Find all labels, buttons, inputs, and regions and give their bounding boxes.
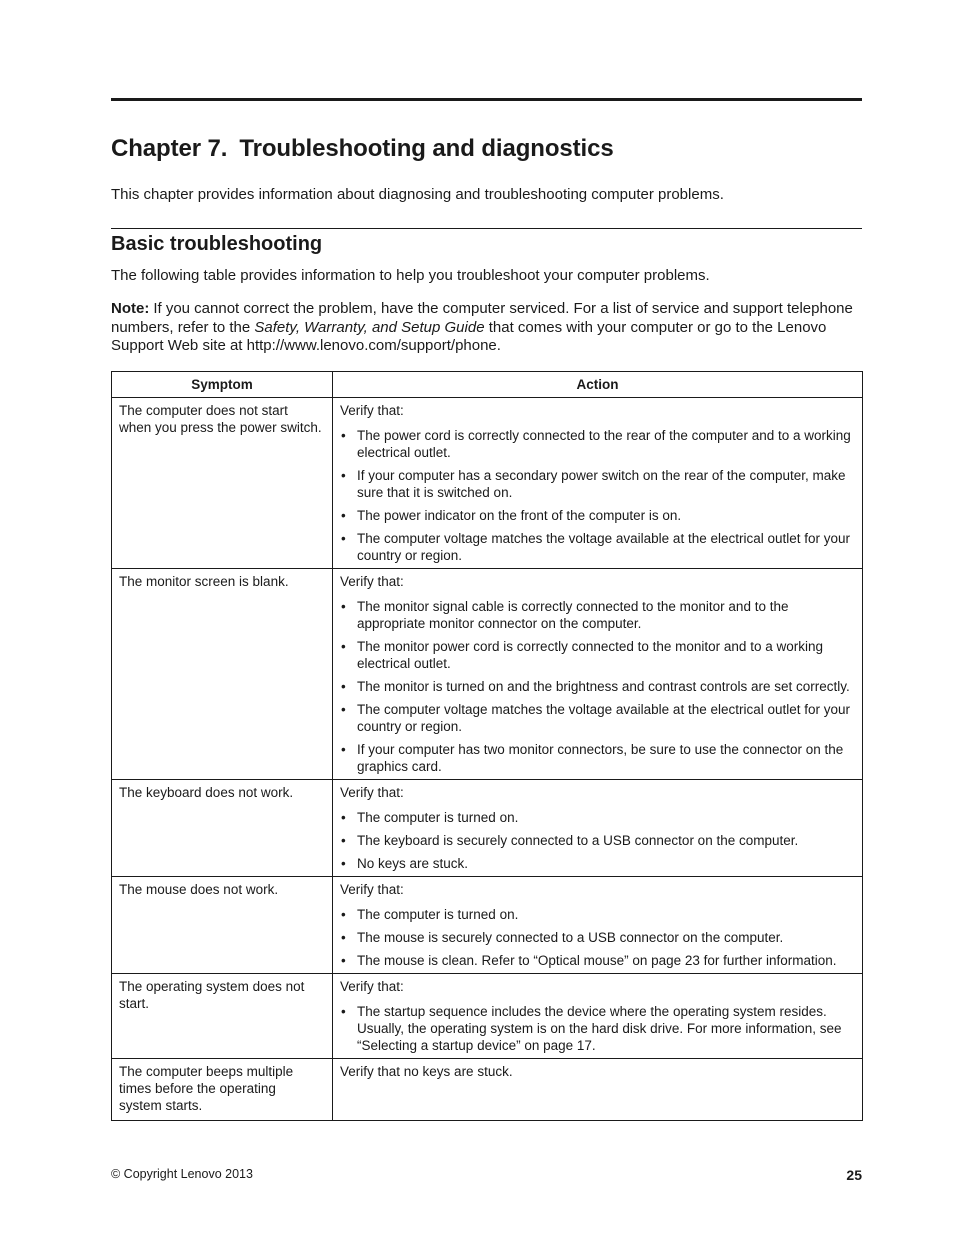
symptom-cell: The computer beeps multiple times before the operating system starts. — [112, 1059, 333, 1121]
note-text-before: If you cannot correct the problem, have the computer serviced. For a list of service and support telephone numbers, refer to the — [111, 300, 853, 336]
symptom-cell: The operating system does not start. — [112, 974, 333, 1059]
list-item — [340, 929, 856, 946]
bullet-icon: • — [341, 639, 346, 654]
chapter-title — [111, 133, 614, 165]
bullet-icon: • — [341, 508, 346, 523]
list-item-text: The monitor is turned on and the brightness and contrast controls are set correctly. — [357, 679, 850, 694]
bullet-icon: • — [341, 856, 346, 871]
note-guide-title: Safety, Warranty, and Setup Guide — [254, 318, 485, 336]
bullet-icon: • — [341, 599, 346, 614]
section-rule — [111, 228, 862, 229]
list-item-text: The power cord is correctly connected to the rear of the computer and to a working electrical outlet. — [357, 428, 851, 460]
bullet-icon: • — [341, 953, 346, 968]
list-item — [340, 1003, 856, 1054]
list-item-text: The monitor power cord is correctly connected to the monitor and to a working electrical outlet. — [357, 639, 823, 671]
list-item — [340, 598, 856, 632]
list-item — [340, 638, 856, 672]
action-list — [340, 427, 856, 564]
verify-text: Verify that: — [340, 882, 404, 897]
table-row — [112, 569, 863, 780]
table-row — [112, 1059, 863, 1121]
table-row — [112, 877, 863, 974]
table-header-row — [112, 372, 863, 398]
bullet-icon: • — [341, 742, 346, 757]
list-item-text: The monitor signal cable is correctly connected to the monitor and to the appropriate monitor connector on the computer. — [357, 599, 789, 631]
verify-text: Verify that: — [340, 574, 404, 589]
list-item — [340, 530, 856, 564]
verify-text: Verify that: — [340, 403, 404, 418]
list-item-text: If your computer has two monitor connectors, be sure to use the connector on the graphics card. — [357, 742, 844, 774]
list-item — [340, 832, 856, 849]
symptom-cell: The mouse does not work. — [112, 877, 333, 974]
bullet-icon: • — [341, 679, 346, 694]
list-item — [340, 855, 856, 872]
action-cell — [333, 877, 863, 974]
bullet-icon: • — [341, 428, 346, 443]
bullet-icon: • — [341, 930, 346, 945]
list-item-text: The computer voltage matches the voltage available at the electrical outlet for your country or region. — [357, 702, 851, 734]
list-item — [340, 701, 856, 735]
bullet-icon: • — [341, 833, 346, 848]
action-cell — [333, 780, 863, 877]
verify-text: Verify that: — [340, 785, 404, 800]
list-item-text: If your computer has a secondary power switch on the rear of the computer, make sure that it is switched on. — [357, 468, 846, 500]
list-item-text: The mouse is securely connected to a USB connector on the computer. — [357, 930, 784, 945]
list-item-text: The startup sequence includes the device where the operating system resides. Usually, the operating system is on the hard disk drive. For more information, see “Selecting a startup device” on page 17. — [357, 1004, 842, 1053]
chapter-name: Troubleshooting and diagnostics — [239, 135, 614, 162]
list-item — [340, 507, 856, 524]
symptom-cell: The monitor screen is blank. — [112, 569, 333, 780]
chapter-intro: This chapter provides information about diagnosing and troubleshooting computer problems. — [111, 186, 724, 203]
note-paragraph — [111, 300, 862, 356]
copyright: © Copyright Lenovo 2013 — [111, 1167, 253, 1181]
action-cell — [333, 398, 863, 569]
bullet-icon: • — [341, 810, 346, 825]
section-title: Basic troubleshooting — [111, 233, 323, 255]
header-action: Action — [333, 372, 863, 398]
list-item-text: The computer voltage matches the voltage available at the electrical outlet for your country or region. — [357, 531, 851, 563]
table-body — [112, 398, 863, 1121]
action-cell — [333, 974, 863, 1059]
bullet-icon: • — [341, 702, 346, 717]
list-item — [340, 427, 856, 461]
list-item — [340, 467, 856, 501]
list-item — [340, 952, 856, 969]
action-list — [340, 1003, 856, 1054]
table-row — [112, 780, 863, 877]
action-list — [340, 598, 856, 775]
list-item-text: The power indicator on the front of the computer is on. — [357, 508, 682, 523]
table-row — [112, 974, 863, 1059]
action-cell — [333, 1059, 863, 1121]
chapter-number: Chapter 7. — [111, 135, 228, 162]
list-item — [340, 678, 856, 695]
bullet-icon: • — [341, 907, 346, 922]
list-item-text: No keys are stuck. — [357, 856, 469, 871]
action-list — [340, 809, 856, 872]
list-item — [340, 906, 856, 923]
list-item — [340, 741, 856, 775]
section-intro: The following table provides information to help you troubleshoot your computer problems. — [111, 267, 710, 284]
symptom-cell: The keyboard does not work. — [112, 780, 333, 877]
page-number: 25 — [846, 1167, 862, 1183]
top-rule — [111, 98, 862, 101]
verify-text: Verify that no keys are stuck. — [340, 1064, 513, 1079]
list-item-text: The computer is turned on. — [357, 810, 519, 825]
bullet-icon: • — [341, 531, 346, 546]
bullet-icon: • — [341, 1004, 346, 1019]
action-cell — [333, 569, 863, 780]
list-item-text: The mouse is clean. Refer to “Optical mouse” on page 23 for further information. — [357, 953, 837, 968]
table-row — [112, 398, 863, 569]
list-item — [340, 809, 856, 826]
symptom-cell: The computer does not start when you press the power switch. — [112, 398, 333, 569]
troubleshooting-table — [111, 371, 863, 1121]
verify-text: Verify that: — [340, 979, 404, 994]
action-list — [340, 906, 856, 969]
note-label: Note: — [111, 300, 150, 317]
note-text-after: that comes with your computer or go to the Lenovo Support Web site at http://www.lenovo.com/support/phone. — [111, 318, 827, 354]
header-symptom: Symptom — [112, 372, 333, 398]
bullet-icon: • — [341, 468, 346, 483]
list-item-text: The keyboard is securely connected to a USB connector on the computer. — [357, 833, 799, 848]
list-item-text: The computer is turned on. — [357, 907, 519, 922]
